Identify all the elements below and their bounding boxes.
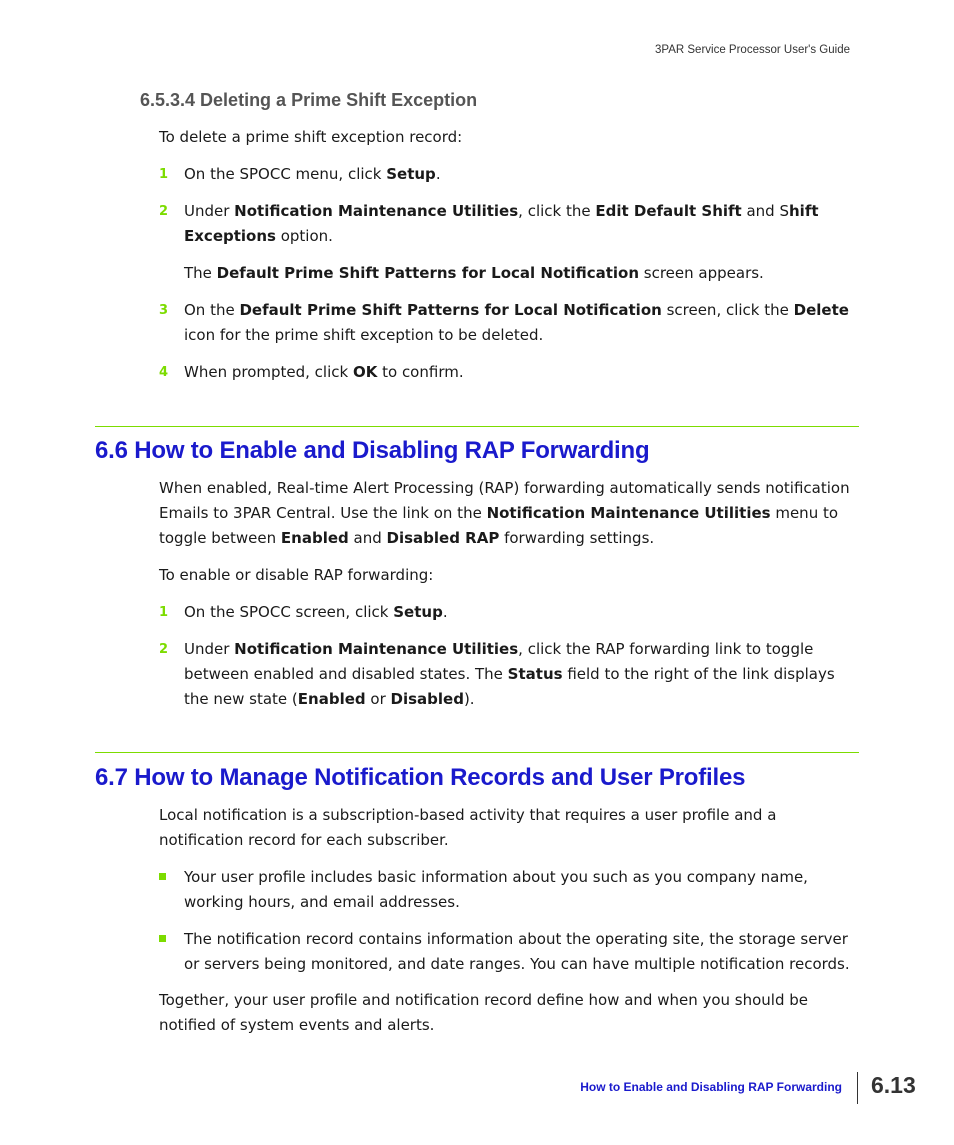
notification-description: Local notification is a subscription-based activity that requires a user profile and a notification record for each subscriber. [159, 806, 777, 849]
step-4: 4 When prompted, click OK to confirm. [159, 360, 859, 385]
step-number: 1 [159, 605, 169, 620]
step-2: 2 Under Notification Maintenance Utilities, click the Edit Default Shift and Shift Exceptions option. [159, 199, 859, 249]
list-item: The notification record contains information about the operating site, the storage server or servers being monitored, and date ranges. You can have multiple notification records. [159, 927, 859, 977]
section-heading-6-6: 6.6 How to Enable and Disabling RAP Forwarding [95, 437, 650, 464]
step-1: 1 On the SPOCC menu, click Setup. [159, 162, 859, 187]
section-divider [95, 752, 859, 753]
section-heading-6-7: 6.7 How to Manage Notification Records and User Profiles [95, 764, 746, 791]
section-divider [95, 426, 859, 427]
step-number: 4 [159, 365, 169, 380]
closing-text: Together, your user profile and notification record define how and when you should be notified of system events and alerts. [159, 991, 809, 1034]
intro-text: To delete a prime shift exception record: [159, 128, 463, 146]
step-number: 1 [159, 167, 169, 182]
subsection-title: 6.5.3.4 Deleting a Prime Shift Exception [140, 90, 478, 110]
step-number: 2 [159, 204, 169, 219]
step-number: 2 [159, 642, 169, 657]
intro-text: To enable or disable RAP forwarding: [159, 566, 434, 584]
bullet-square-icon [159, 935, 166, 942]
bullet-square-icon [159, 873, 166, 880]
step-1: 1 On the SPOCC screen, click Setup. [159, 600, 859, 625]
step-number: 3 [159, 303, 169, 318]
running-header: 3PAR Service Processor User's Guide [655, 44, 850, 56]
step-2: 2 Under Notification Maintenance Utilities, click the RAP forwarding link to toggle between enabled and disabled states. The Status field to the right of the link displays the new state (Enabled or Disabled). [159, 637, 859, 712]
rap-description: When enabled, Real-time Alert Processing (RAP) forwarding automatically sends notification Emails to 3PAR Central. Use the link on the Notification Maintenance Utilities menu to toggle between Enabled and Disabled RAP forwarding settings. [159, 479, 850, 547]
page-number: 6.13 [871, 1072, 916, 1098]
footer-section-link[interactable]: How to Enable and Disabling RAP Forwarding [580, 1080, 842, 1094]
step-2-result: The Default Prime Shift Patterns for Local Notification screen appears. [184, 264, 764, 282]
list-item: Your user profile includes basic information about you such as you company name, working hours, and email addresses. [159, 865, 859, 915]
step-3: 3 On the Default Prime Shift Patterns for Local Notification screen, click the Delete icon for the prime shift exception to be deleted. [159, 298, 859, 348]
footer-divider [857, 1072, 858, 1104]
